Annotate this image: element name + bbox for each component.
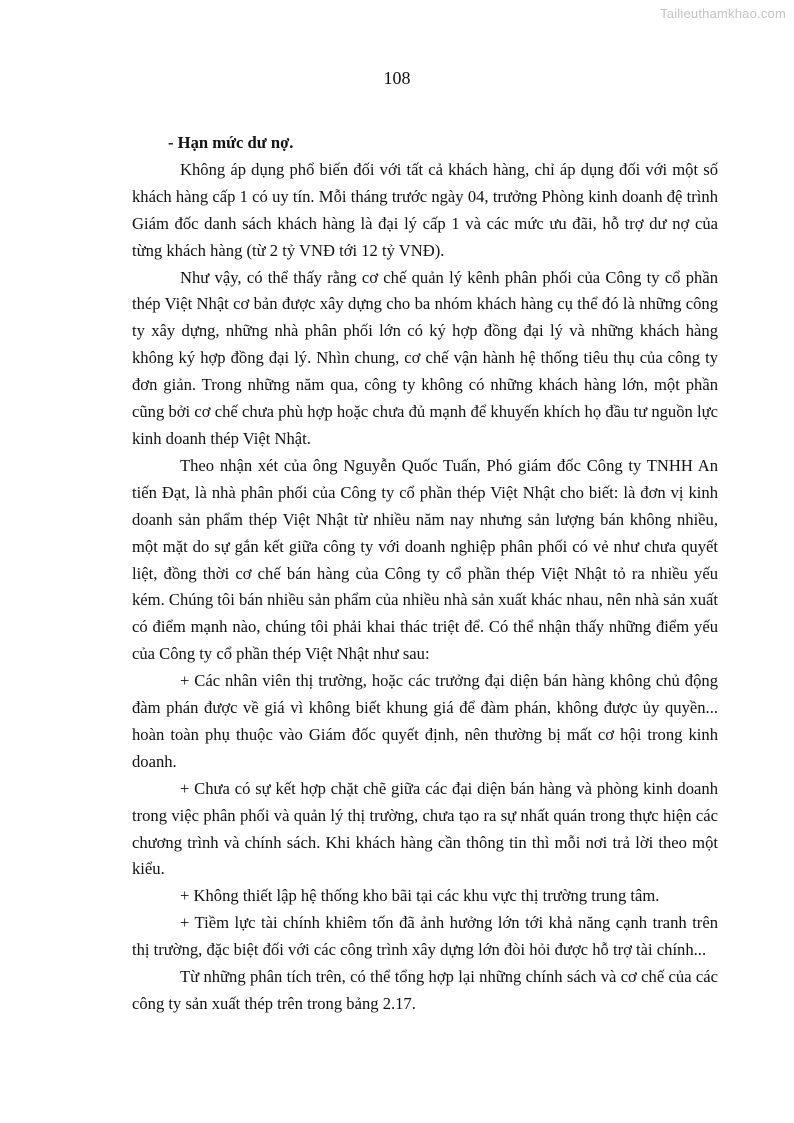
paragraph-credit-limit: Không áp dụng phổ biến đối với tất cả khách hàng, chỉ áp dụng đối với một số khách hàng cấp 1 có uy tín. Mỗi tháng trước ngày 04, trưởng Phòng kinh doanh đệ trình Giám đốc danh sách khách hàng là đại lý cấp 1 và các mức ưu đãi, hỗ trợ dư nợ của từng khách hàng (từ 2 tỷ VNĐ tới 12 tỷ VNĐ). (132, 159, 718, 260)
paragraph-weakness-3: + Không thiết lập hệ thống kho bãi tại các khu vực thị trường trung tâm. (180, 886, 660, 906)
section-heading: - Hạn mức dư nợ. (168, 133, 294, 152)
paragraph-conclusion: Từ những phân tích trên, có thể tổng hợp lại những chính sách và cơ chế của các công ty sản xuất thép trên trong bảng 2.17. (132, 967, 718, 1013)
watermark: Tailieuthamkhao.com (660, 6, 786, 21)
paragraph-distributor-opinion: Theo nhận xét của ông Nguyễn Quốc Tuấn, Phó giám đốc Công ty TNHH An tiến Đạt, là nhà phân phối của Công ty cổ phần thép Việt Nhật cho biết: là đơn vị kinh doanh sản phẩm thép Việt Nhật từ nhiều năm nay nhưng sản lượng bán không nhiều, một mặt do sự gắn kết giữa công ty với doanh nghiệp phân phối có vẻ như chưa quyết liệt, đồng thời cơ chế bán hàng của Công ty cổ phần thép Việt Nhật tỏ ra nhiều yếu kém. Chúng tôi bán nhiều sản phẩm của nhiều nhà sản xuất khác nhau, nên nhà sản xuất có điểm mạnh nào, chúng tôi phải khai thác triệt để. Có thể nhận thấy những điểm yếu của Công ty cổ phần thép Việt Nhật như sau: (132, 455, 718, 664)
paragraph-weakness-1: + Các nhân viên thị trường, hoặc các trưởng đại diện bán hàng không chủ động đàm phán được về giá vì không biết khung giá để đàm phán, không được ủy quyền... hoàn toàn phụ thuộc vào Giám đốc quyết định, nên thường bị mất cơ hội trong kinh doanh. (132, 671, 718, 771)
paragraph-weakness-4: + Tiềm lực tài chính khiêm tốn đã ảnh hưởng lớn tới khả năng cạnh tranh trên thị trường, đặc biệt đối với các công trình xây dựng lớn đòi hỏi được hỗ trợ tài chính... (132, 913, 718, 960)
paragraph-weakness-2: + Chưa có sự kết hợp chặt chẽ giữa các đại diện bán hàng và phòng kinh doanh trong việc phân phối và quản lý thị trường, chưa tạo ra sự nhất quán trong thực hiện các chương trình và chính sách. Khi khách hàng cần thông tin thì mỗi nơi trả lời theo một kiểu. (132, 778, 718, 879)
paragraph-distribution-mechanism: Như vậy, có thể thấy rằng cơ chế quản lý kênh phân phối của Công ty cổ phần thép Việt Nhật cơ bản được xây dựng cho ba nhóm khách hàng cụ thể đó là những công ty xây dựng, những nhà phân phối lớn có ký hợp đồng đại lý và những khách hàng không ký hợp đồng đại lý. Nhìn chung, cơ chế vận hành hệ thống tiêu thụ của công ty đơn giản. Trong những năm qua, công ty không có những khách hàng lớn, một phần cũng bởi cơ chế chưa phù hợp hoặc chưa đủ mạnh để khuyến khích họ đầu tư nguồn lực kinh doanh thép Việt Nhật. (132, 267, 718, 448)
document-body (132, 130, 718, 1018)
page-number: 108 (383, 68, 411, 88)
